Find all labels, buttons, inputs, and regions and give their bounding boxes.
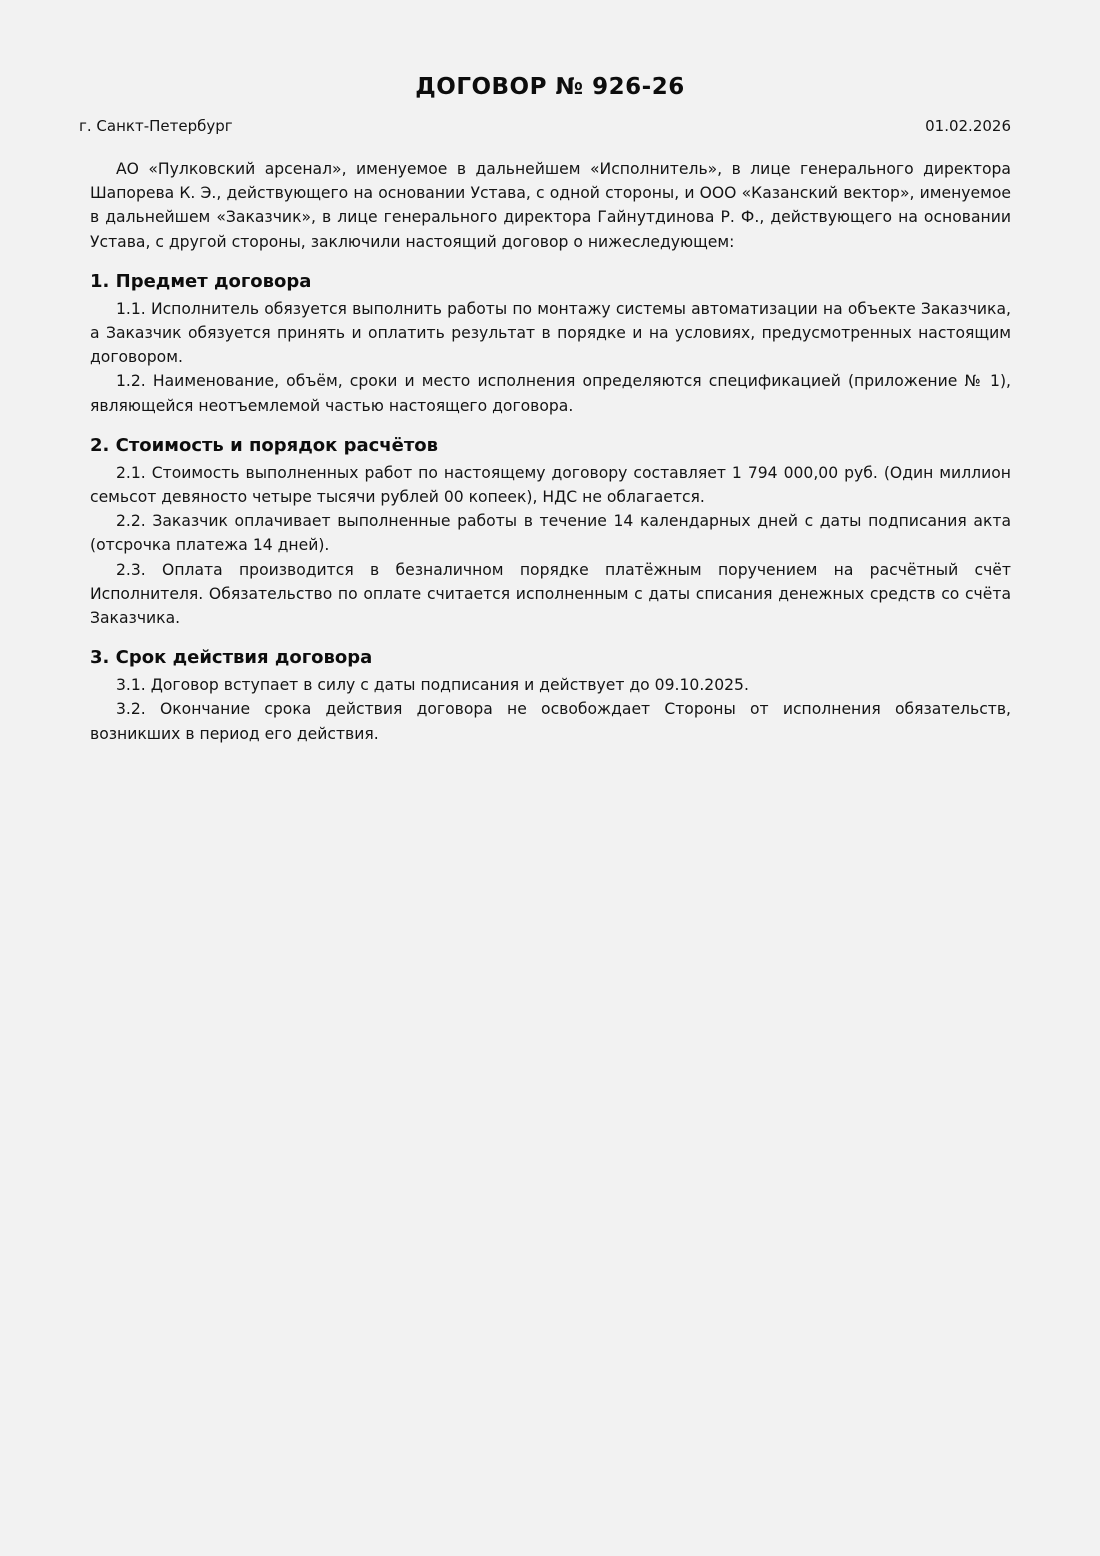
clause: 3.1. Договор вступает в силу с даты подписания и действует до 09.10.2025. — [116, 676, 749, 695]
document-body — [90, 157, 1011, 746]
document-date: 01.02.2026 — [925, 117, 1011, 135]
clause: 3.2. Окончание срока действия договора не освобождает Стороны от исполнения обязательств, возникших в период его действия. — [90, 700, 1011, 743]
document-meta — [79, 117, 1011, 135]
clause: 2.1. Стоимость выполненных работ по настоящему договору составляет 1 794 000,00 руб. (Один миллион семьсот девяносто четыре тысячи рублей 00 копеек), НДС не облагается. — [90, 463, 1011, 507]
section-subject — [90, 269, 1011, 418]
preamble: АО «Пулковский арсенал», именуемое в дальнейшем «Исполнитель», в лице генерального директора Шапорева К. Э., действующего на основании Устава, с одной стороны, и ООО «Казанский вектор», именуемое в дальнейшем «Заказчик», в лице генерального директора Гайнутдинова Р. Ф., действующего на основании Устава, с другой стороны, заключили настоящий договор о нижеследующем: — [90, 160, 1011, 251]
section-title: 1. Предмет договора — [90, 270, 312, 292]
document-title: ДОГОВОР № 926-26 — [415, 74, 685, 100]
clause: 2.2. Заказчик оплачивает выполненные работы в течение 14 календарных дней с даты подписания акта (отсрочка платежа 14 дней). — [90, 512, 1011, 555]
clause: 1.2. Наименование, объём, сроки и место исполнения определяются спецификацией (приложение № 1), являющейся неотъемлемой частью настоящего договора. — [90, 372, 1011, 415]
section-title: 3. Срок действия договора — [90, 647, 373, 669]
document-city: г. Санкт-Петербург — [79, 117, 233, 135]
clause: 1.1. Исполнитель обязуется выполнить работы по монтажу системы автоматизации на объекте Заказчика, а Заказчик обязуется принять и оплатить результат в порядке и на условиях, предусмотренных настоящим договором. — [90, 299, 1011, 367]
clause: 2.3. Оплата производится в безналичном порядке платёжным поручением на расчётный счёт Исполнителя. Обязательство по оплате считается исполненным с даты списания денежных средств со счёта Заказчика. — [90, 560, 1011, 628]
section-title: 2. Стоимость и порядок расчётов — [90, 434, 439, 456]
section-price — [90, 433, 1011, 630]
section-term — [90, 645, 1011, 746]
